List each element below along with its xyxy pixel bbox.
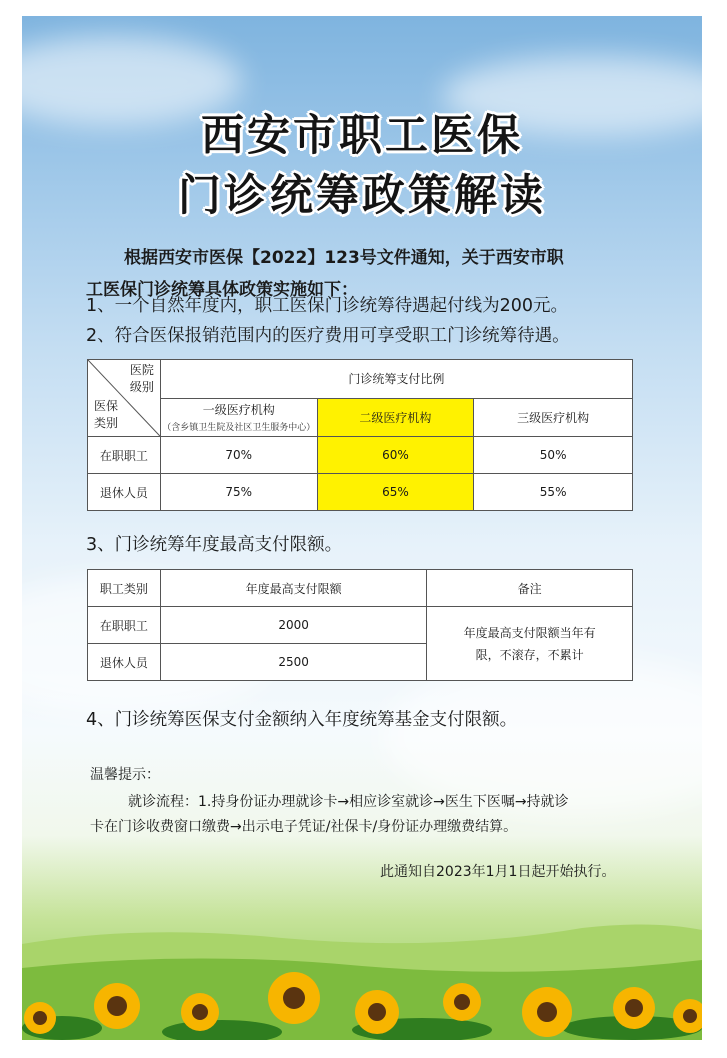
sunflower-field-illustration <box>22 916 702 1040</box>
ratio-cell: 65% <box>317 474 474 511</box>
effective-date: 此通知自2023年1月1日起开始执行。 <box>380 864 616 880</box>
limit-remark: 年度最高支付限额当年有 限，不滚存，不累计 <box>427 607 633 681</box>
payment-ratio-table <box>87 359 633 511</box>
row-label: 在职职工 <box>88 437 161 474</box>
ratio-cell: 75% <box>160 474 317 511</box>
title-line-2: 门诊统筹政策解读 <box>178 171 546 221</box>
tips-line-1: 就诊流程：1.持身份证办理就诊卡→相应诊室就诊→医生下医嘱→持就诊 <box>128 794 569 810</box>
rule-3: 3、门诊统筹年度最高支付限额。 <box>86 535 343 555</box>
table-row <box>88 607 633 644</box>
rule-4: 4、门诊统筹医保支付金额纳入年度统筹基金支付限额。 <box>86 710 518 730</box>
corner-bottom-2: 类别 <box>94 416 119 430</box>
group-header: 门诊统筹支付比例 <box>160 360 632 399</box>
tips-line-2: 卡在门诊收费窗口缴费→出示电子凭证/社保卡/身份证办理缴费结算。 <box>90 819 518 835</box>
poster <box>22 16 702 1040</box>
col-header-level1-note: （含乡镇卫生院及社区卫生服务中心） <box>162 423 316 434</box>
ratio-cell: 50% <box>474 437 633 474</box>
table-corner-cell <box>88 360 161 437</box>
corner-top-1: 医院 <box>129 363 154 377</box>
annual-limit-table <box>87 569 633 681</box>
ratio-cell: 55% <box>474 474 633 511</box>
title-line-1: 西安市职工医保 <box>201 111 523 161</box>
intro-line-1: 根据西安市医保【2022】123号文件通知，关于西安市职 <box>124 248 564 268</box>
limit-value: 2000 <box>160 607 427 644</box>
corner-bottom-1: 医保 <box>94 399 119 413</box>
limit-value: 2500 <box>160 644 427 681</box>
col-header-level1: 一级医疗机构 （含乡镇卫生院及社区卫生服务中心） <box>160 398 317 437</box>
table-row <box>88 474 633 511</box>
col-header-level3: 三级医疗机构 <box>474 398 633 437</box>
ratio-cell: 60% <box>317 437 474 474</box>
ratio-cell: 70% <box>160 437 317 474</box>
rule-1: 1、一个自然年度内，职工医保门诊统筹待遇起付线为200元。 <box>86 296 569 316</box>
table-row <box>88 437 633 474</box>
intro-line-2: 工医保门诊统筹具体政策实施如下： <box>86 280 358 300</box>
limit-header-amount: 年度最高支付限额 <box>160 570 427 607</box>
col-header-level2: 二级医疗机构 <box>317 398 474 437</box>
corner-top-2: 级别 <box>129 380 154 394</box>
limit-header-category: 职工类别 <box>88 570 161 607</box>
row-label: 退休人员 <box>88 474 161 511</box>
row-label: 在职职工 <box>88 607 161 644</box>
rule-2: 2、符合医保报销范围内的医疗费用可享受职工门诊统筹待遇。 <box>86 326 570 346</box>
row-label: 退休人员 <box>88 644 161 681</box>
limit-header-remark: 备注 <box>427 570 633 607</box>
tips-heading: 温馨提示： <box>90 767 160 783</box>
